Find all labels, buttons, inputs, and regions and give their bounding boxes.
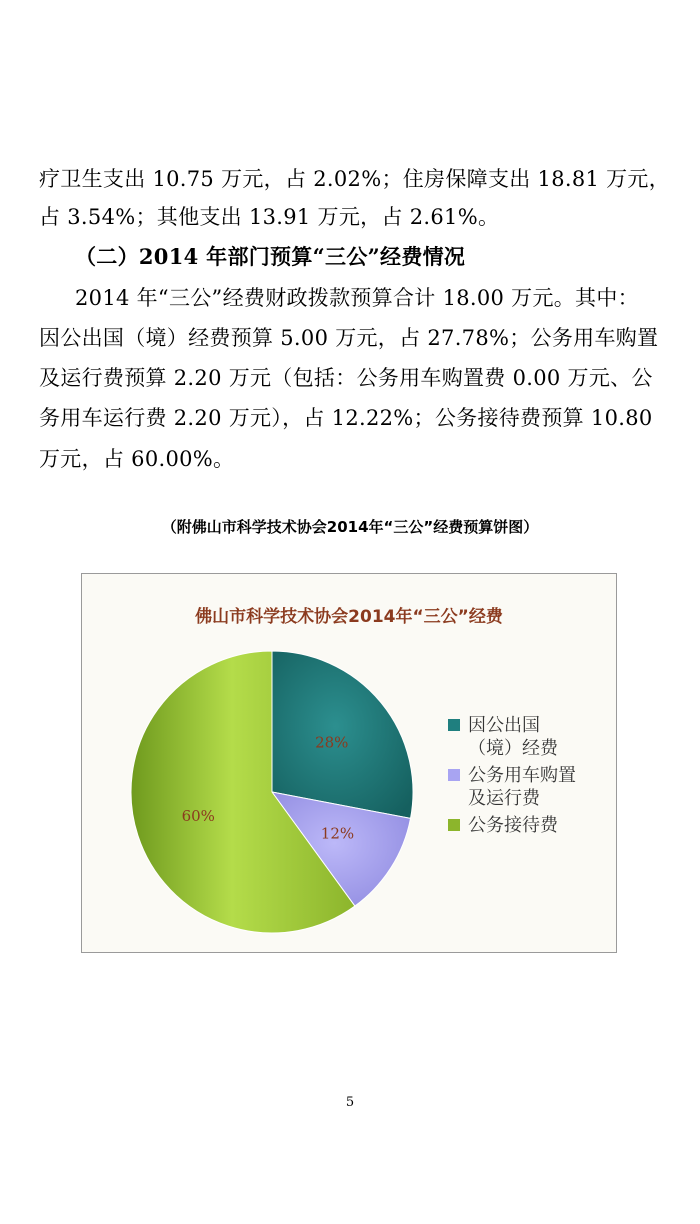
legend-item-1 (448, 764, 618, 810)
pie-label-2: 60% (181, 806, 215, 825)
body-line-3: 2014 年“三公”经费财政拨款预算合计 18.00 万元。其中： (75, 286, 639, 310)
page-number: 5 (345, 1095, 355, 1110)
legend-item-0 (448, 714, 618, 760)
chart-legend (448, 714, 618, 841)
legend-swatch-2 (448, 819, 460, 831)
chart-caption: （附佛山市科学技术协会2014年“三公”经费预算饼图） (161, 518, 539, 536)
section-heading: （二）2014 年部门预算“三公”经费情况 (75, 244, 466, 269)
body-line-1: 疗卫生支出 10.75 万元，占 2.02%；住房保障支出 18.81 万元， (39, 167, 671, 191)
pie-label-1: 12% (320, 824, 355, 843)
legend-label-1a: 公务用车购置 (468, 765, 576, 786)
chart-title: 佛山市科学技术协会2014年“三公”经费 (195, 607, 503, 627)
legend-label-2a: 公务接待费 (468, 815, 558, 836)
body-line-2: 占 3.54%；其他支出 13.91 万元，占 2.61%。 (39, 205, 500, 229)
legend-label-0a: 因公出国 (468, 715, 540, 736)
body-line-4: 因公出国（境）经费预算 5.00 万元，占 27.78%；公务用车购置 (39, 326, 659, 350)
legend-swatch-1 (448, 769, 460, 781)
body-line-6: 务用车运行费 2.20 万元），占 12.22%；公务接待费预算 10.80 (39, 406, 653, 430)
legend-item-2 (448, 814, 618, 837)
legend-swatch-0 (448, 719, 460, 731)
pie-label-0: 28% (315, 733, 349, 752)
body-line-7: 万元，占 60.00%。 (39, 447, 235, 471)
legend-label-1b: 及运行费 (468, 788, 540, 809)
body-line-5: 及运行费预算 2.20 万元（包括：公务用车购置费 0.00 万元、公 (39, 366, 653, 390)
pie-chart (81, 573, 617, 953)
legend-label-0b: （境）经费 (468, 738, 558, 759)
